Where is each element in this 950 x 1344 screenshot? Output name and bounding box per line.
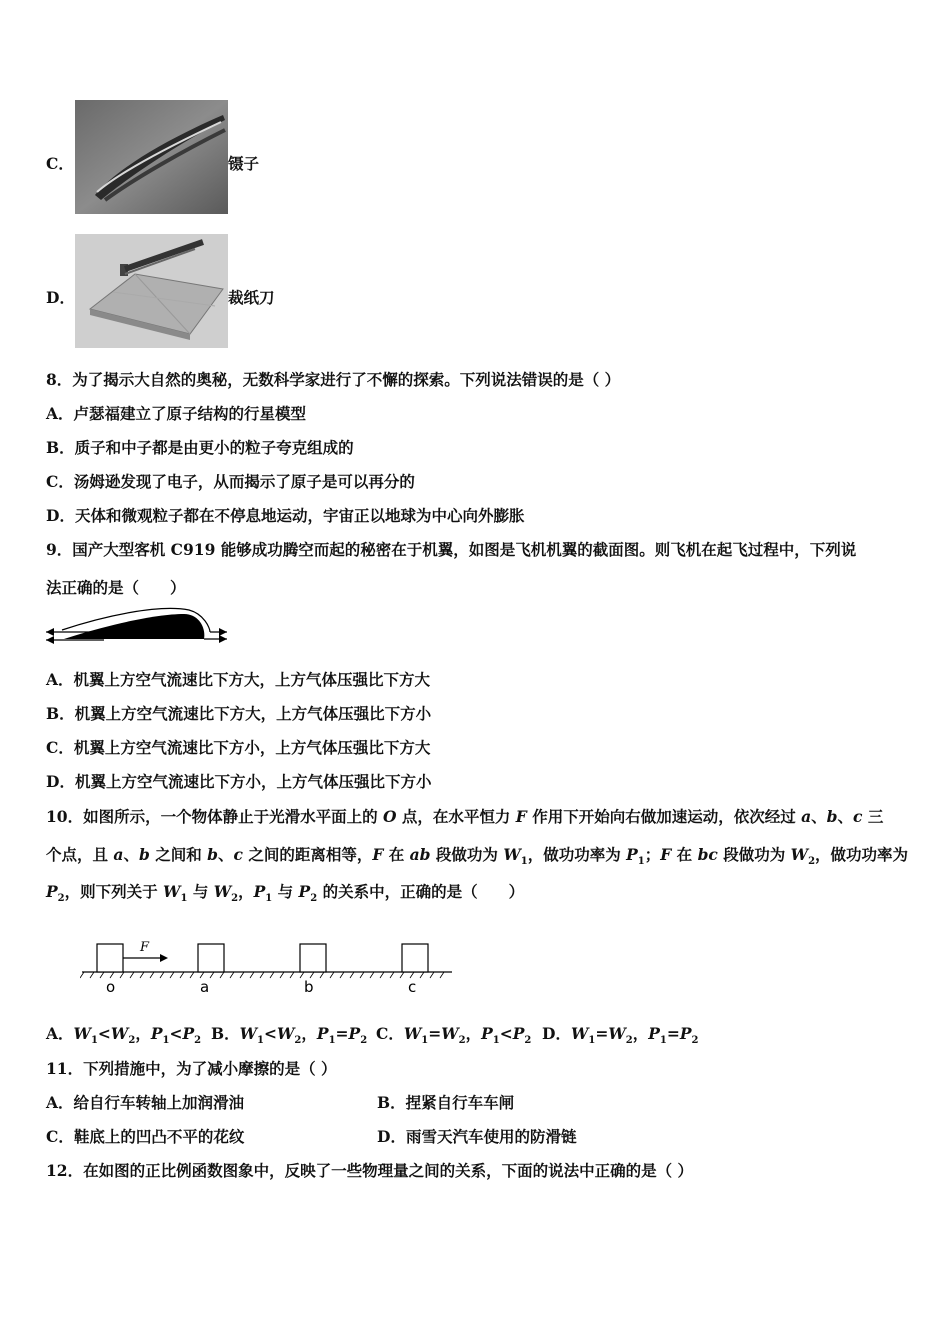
q11-row2 [46, 1125, 910, 1149]
q10-stem-line1: 10．如图所示，一个物体静止于光滑水平面上的 O 点，在水平恒力 F 作用下开始向右做加速运动，依次经过 a、b、c 三 [46, 807, 884, 826]
point-a-label: a [200, 978, 210, 996]
q8-stem: 8．为了揭示大自然的奥秘，无数科学家进行了不懈的探索。下列说法错误的是（ ） [46, 370, 621, 389]
q9-option-b: B．机翼上方空气流速比下方大，上方气体压强比下方小 [46, 704, 432, 723]
q9-option-c: C．机翼上方空气流速比下方小，上方气体压强比下方大 [46, 738, 431, 757]
q10-option-c: C．$W_1=W_2$，$P_1<P_2$ [376, 1024, 532, 1047]
q10-stem-line2: 个点，且 a、b 之间和 b、c 之间的距离相等，F 在 ab 段做功为 $W_1$，做功功率为 $P_1$；F 在 bc 段做功为 $W_2$，做功功率为 [46, 845, 909, 868]
wing-cross-section-figure [44, 606, 230, 650]
q10-motion-figure [80, 936, 454, 998]
q11-option-d: D．雨雪天汽车使用的防滑链 [377, 1127, 577, 1146]
point-o-label: o [106, 978, 116, 996]
q9-option-a: A．机翼上方空气流速比下方大，上方气体压强比下方大 [46, 670, 431, 689]
q10-option-d: D．$W_1=W_2$，$P_1=P_2$ [542, 1024, 699, 1047]
q11-stem: 11．下列措施中，为了减小摩擦的是（ ） [46, 1059, 337, 1078]
q8-option-a: A．卢瑟福建立了原子结构的行星模型 [46, 404, 307, 423]
q9-option-d: D．机翼上方空气流速比下方小，上方气体压强比下方小 [46, 772, 432, 791]
paper-cutter-image [75, 234, 228, 348]
q11-option-c: C．鞋底上的凹凸不平的花纹 [46, 1127, 245, 1146]
option-d-caption: 裁纸刀 [228, 288, 275, 307]
q10-option-b: B．$W_1<W_2$，$P_1=P_2$ [211, 1024, 368, 1047]
q11-option-a: A．给自行车转轴上加润滑油 [46, 1093, 245, 1112]
q8-option-d: D．天体和微观粒子都在不停息地运动，宇宙正以地球为中心向外膨胀 [46, 506, 525, 525]
q10-options [46, 1022, 910, 1053]
q10-option-a: A．$W_1<W_2$，$P_1<P_2$ [46, 1024, 202, 1047]
q12-stem: 12．在如图的正比例函数图象中，反映了一些物理量之间的关系，下面的说法中正确的是（ ） [46, 1161, 693, 1180]
option-c-caption: 镊子 [228, 154, 260, 173]
option-d-label: D． [46, 288, 75, 307]
point-b-label: b [304, 978, 314, 996]
tweezers-image [75, 100, 228, 214]
q9-stem-line1: 9．国产大型客机 C919 能够成功腾空而起的秘密在于机翼，如图是飞机机翼的截面图。则飞机在起飞过程中，下列说 [46, 540, 857, 559]
q9-stem-line2: 法正确的是（ ） [46, 578, 186, 597]
option-c-label: C． [46, 154, 74, 173]
q11-option-b: B．捏紧自行车车闸 [377, 1093, 515, 1112]
force-label: F [140, 940, 150, 955]
q8-option-c: C．汤姆逊发现了电子，从而揭示了原子是可以再分的 [46, 472, 415, 491]
point-c-label: c [408, 978, 417, 996]
q10-stem-line3: $P_2$，则下列关于 $W_1$ 与 $W_2$，$P_1$ 与 $P_2$ 的关系中，正确的是（ ） [46, 882, 525, 905]
q8-option-b: B．质子和中子都是由更小的粒子夸克组成的 [46, 438, 354, 457]
q11-row1 [46, 1091, 910, 1115]
